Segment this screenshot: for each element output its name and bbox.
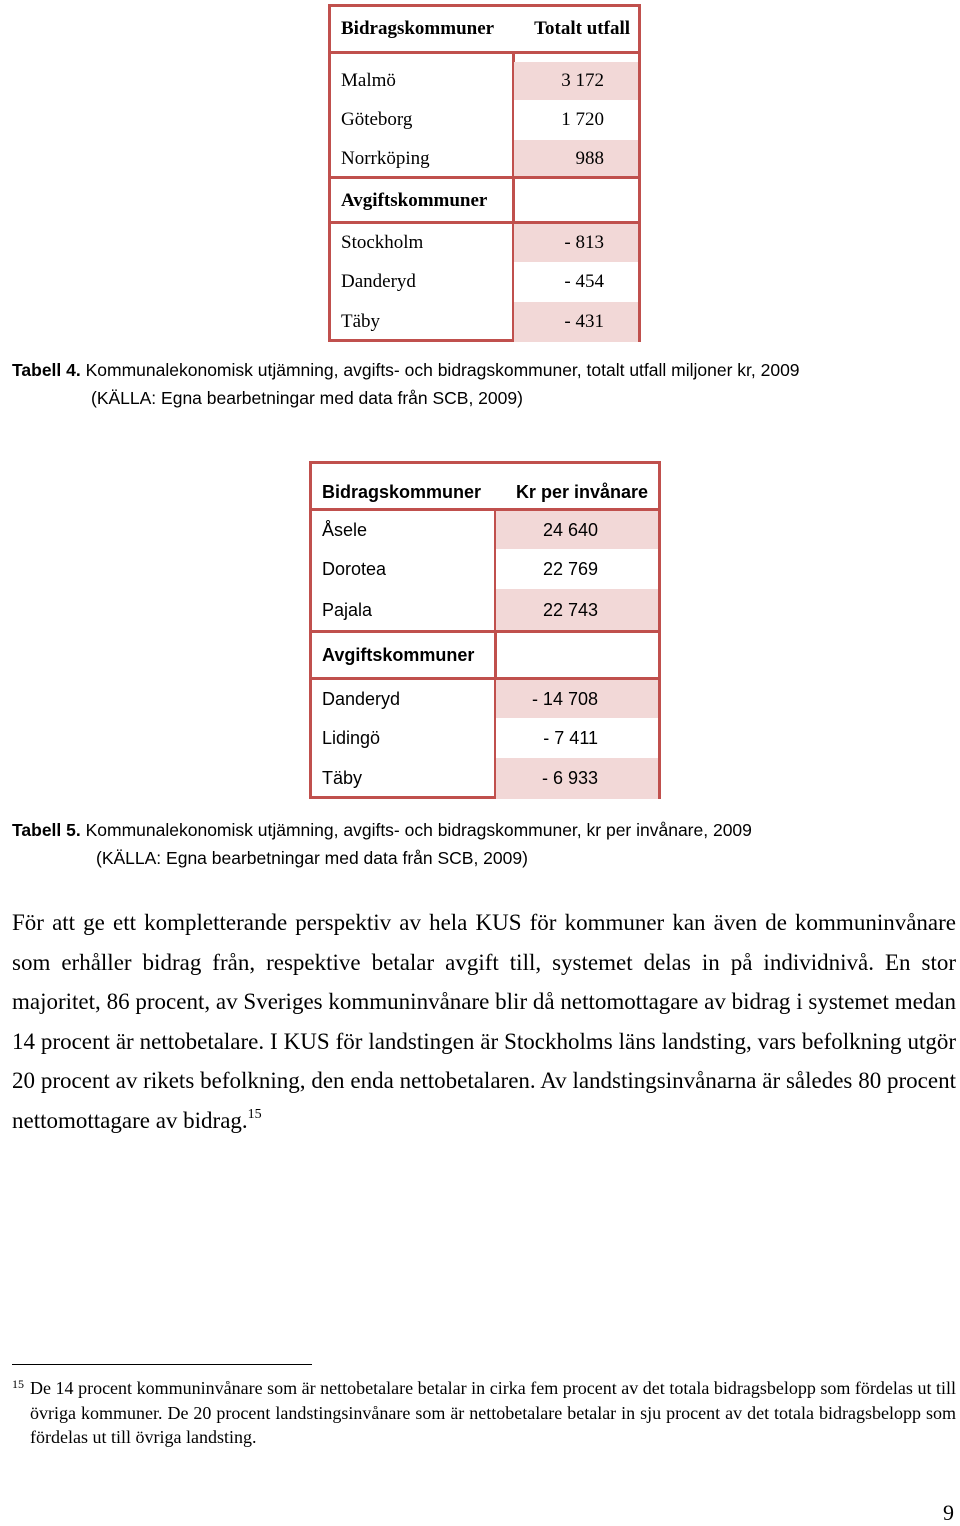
row-value: - 14 708 [531, 688, 598, 709]
table-row [312, 511, 658, 549]
table-5-caption [12, 820, 752, 868]
table-row [312, 589, 658, 631]
table-row [312, 758, 658, 799]
table-row [331, 140, 638, 178]
header-value: Kr per invånare [515, 481, 648, 502]
section-header-row [312, 633, 658, 677]
row-label: Stockholm [341, 232, 424, 253]
footnote-separator [12, 1364, 312, 1365]
header-value: Totalt utfall [534, 18, 630, 39]
row-label: Täby [322, 768, 363, 788]
table-row [331, 100, 638, 140]
row-value: 22 743 [542, 599, 598, 620]
table-row [312, 680, 658, 718]
row-value: 3 172 [561, 70, 604, 91]
row-label: Åsele [322, 519, 368, 540]
footnote [12, 1376, 956, 1450]
caption-text: Kommunalekonomisk utjämning, avgifts- och bidragskommuner, kr per invånare, 2009 [80, 820, 752, 840]
body-paragraph [12, 903, 956, 1140]
section-label: Avgiftskommuner [322, 644, 475, 665]
row-label: Malmö [341, 70, 396, 91]
row-label: Lidingö [322, 727, 381, 748]
row-value: - 454 [564, 271, 604, 292]
row-value: - 813 [564, 232, 604, 253]
table-row [312, 718, 658, 758]
header-label: Bidragskommuner [322, 481, 482, 502]
table-row [331, 262, 638, 302]
row-label: Danderyd [322, 688, 401, 709]
row-label: Norrköping [341, 148, 430, 169]
paragraph-text: För att ge ett kompletterande perspektiv av hela KUS för kommuner kan även de kommuninvånare som erhåller bidrag från, respektive betalar avgift till, systemet delas in på individnivå. En stor majoritet, 86 procent, av Sveriges kommuninvånare blir då nettomottagare av bidrag i systemet medan 14 procent är nettobetalare. I KUS för landstingen är Stockholms läns landsting, vars befolkning utgör 20 procent av rikets befolkning, den enda nettobetalaren. Av landstingsinvånarna är således 80 procent nettomottagare av bidrag. [12, 910, 956, 1133]
row-label: Danderyd [341, 271, 416, 292]
row-value: - 6 933 [541, 768, 598, 788]
table-4 [328, 4, 641, 342]
row-value: - 7 411 [543, 727, 598, 748]
table-row [312, 549, 658, 589]
row-label: Täby [341, 311, 381, 332]
footnote-number: 15 [12, 1377, 24, 1391]
caption-source: (KÄLLA: Egna bearbetningar med data från SCB, 2009) [91, 388, 523, 408]
divider [331, 51, 638, 54]
caption-text: Kommunalekonomisk utjämning, avgifts- och bidragskommuner, totalt utfall miljoner kr, 2009 [80, 360, 800, 380]
section-label: Avgiftskommuner [341, 190, 488, 211]
table-row [331, 302, 638, 342]
section-header-row [331, 179, 638, 223]
row-label: Pajala [322, 599, 373, 620]
row-value: 988 [575, 148, 604, 169]
row-value: 24 640 [542, 519, 598, 540]
footnote-text: De 14 procent kommuninvånare som är nettobetalare betalar in cirka fem procent av det totala bidragsbelopp som fördelas ut till övriga kommuner. De 20 procent landstingsinvånare som är nettobetalare betalar in sju procent av det totala bidragsbelopp som fördelas ut till övriga landsting. [30, 1378, 956, 1447]
page-number: 9 [943, 1500, 954, 1525]
row-value: - 431 [564, 311, 604, 332]
table-header-row [331, 7, 638, 51]
row-label: Dorotea [322, 558, 387, 579]
row-label: Göteborg [341, 109, 413, 130]
row-value: 1 720 [561, 109, 604, 130]
row-value: 22 769 [542, 558, 598, 579]
caption-source: (KÄLLA: Egna bearbetningar med data från SCB, 2009) [96, 848, 528, 868]
table-4-caption [12, 360, 800, 408]
table-5 [309, 461, 661, 799]
header-label: Bidragskommuner [341, 18, 495, 39]
table-row [331, 224, 638, 262]
caption-label: Tabell 5. [12, 820, 81, 840]
table-row [331, 62, 638, 100]
footnote-ref[interactable]: 15 [247, 1106, 262, 1122]
caption-label: Tabell 4. [12, 360, 81, 380]
